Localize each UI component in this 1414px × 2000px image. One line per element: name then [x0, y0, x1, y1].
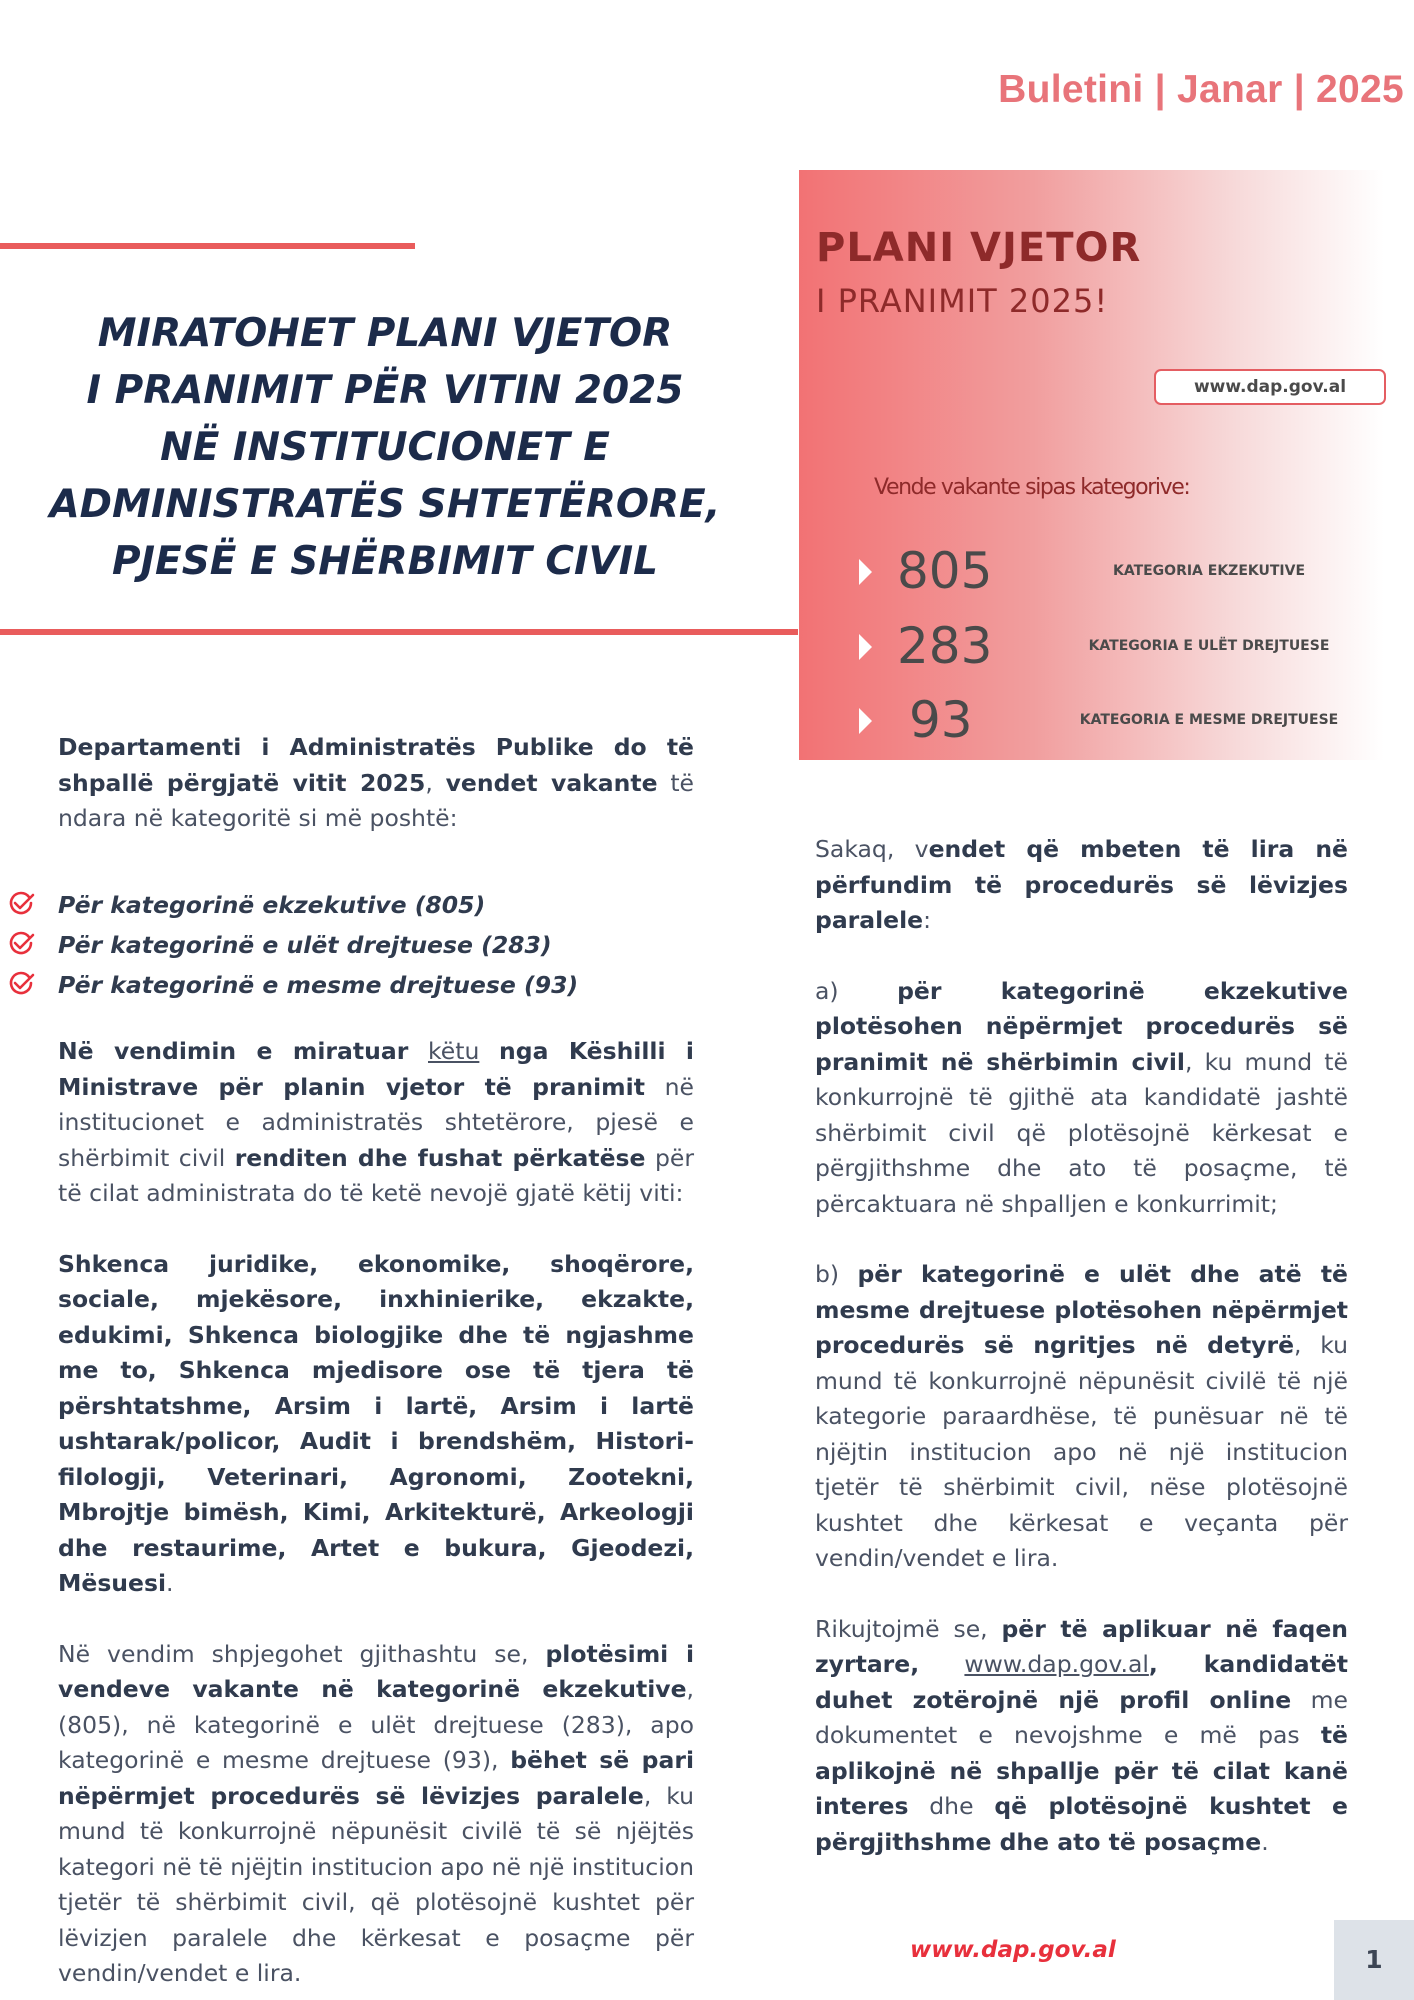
headline-line: PJESË E SHËRBIMIT CIVIL — [111, 539, 659, 584]
executive-category-paragraph: a) për kategorinë ekzekutive plotësohen nëpërmjet procedurës së pranimit në shërbimin civil, ku mund të konkurrojnë të gjithë ata kandidatë jashtë shërbimit civil që plotësojnë kërkesat e përgjithshme dhe ato të posaçme, të përcaktuara në shpalljen e konkurrimit; — [815, 976, 1348, 1218]
check-circle-icon — [8, 891, 36, 917]
dap-website-link[interactable]: www.dap.gov.al — [964, 1650, 1149, 1678]
left-column — [58, 730, 694, 837]
right-column — [815, 832, 1348, 1860]
bulletin-title: Buletini | Janar | 2025 — [998, 68, 1404, 111]
stat-row-low-management — [859, 616, 1379, 676]
decision-paragraph: Në vendimin e miratuar këtu nga Këshilli i Ministrave për planin vjetor të pranimit në institucionet e administratës shtetërore, pjesë e shërbimit civil renditen dhe fushat përkatëse për të cilat administrata do të ketë nevojë gjatë këtij viti: — [58, 1037, 694, 1207]
stat-label: KATEGORIA E ULËT DREJTUESE — [1088, 638, 1330, 654]
stat-label: KATEGORIA E MESME DREJTUESE — [1079, 712, 1339, 728]
application-paragraph: Rikujtojmë se, për të aplikuar në faqen zyrtare, www.dap.gov.al, kandidatët duhet zotërojnë një profil online me dokumentet e nevojshme e më pas të aplikojnë në shpallje për të cilat kanë interes dhe që plotësojnë kushtet e përgjithshme dhe ato të posaçme. — [815, 1614, 1348, 1856]
triangle-bullet-icon — [859, 559, 872, 585]
banner-url-button[interactable]: www.dap.gov.al — [1154, 369, 1386, 405]
headline-line: I PRANIMIT PËR VITIN 2025 — [86, 368, 684, 413]
category-checklist — [8, 885, 708, 1005]
page-number: 1 — [1334, 1920, 1414, 2000]
headline-line: MIRATOHET PLANI VJETOR — [97, 311, 673, 356]
headline-line: NË INSTITUCIONET E — [160, 425, 610, 470]
stat-label: KATEGORIA EKZEKUTIVE — [1112, 563, 1306, 579]
banner-subtitle: I PRANIMIT 2025! — [816, 282, 1109, 320]
left-column-body — [58, 1034, 694, 1992]
banner-vacancies-label: Vende vakante sipas kategorive: — [874, 475, 1190, 500]
list-item: Për kategorinë e ulët drejtuese (283) — [8, 925, 708, 965]
explanation-paragraph: Në vendim shpjegohet gjithashtu se, plotësimi i vendeve vakante në kategorinë ekzekutive, (805), në kategorinë e ulët drejtuese (283), apo kategorinë e mesme drejtuese (93), bëhet së pari nëpërmjet procedurës së lëvizjes paralele, ku mund të konkurrojnë nëpunësit civilë të së njëjtës kategori në të njëjtin institucion apo në një institucion tjetër të shërbimit civil, që plotësojnë kushtet për lëvizjen paralele dhe kërkesat e posaçme për vendin/vendet e lira. — [58, 1639, 695, 1987]
intro-paragraph: Departamenti i Administratës Publike do të shpallë përgjatë vitit 2025, vendet vakante të ndara në kategoritë si më poshtë: — [58, 733, 694, 832]
headline — [20, 305, 750, 590]
fields-paragraph: Shkenca juridike, ekonomike, shoqërore, sociale, mjekësore, inxhinierike, ekzakte, edukimi, Shkenca biologjike dhe të ngjashme me to, Shkenca mjedisore ose të tjera të përshtatshme, Arsim i lartë, Arsim i lartë ushtarak/policor, Audit i brendshëm, Histori-filologji, Veterinari, Agronomi, Zootekni, Mbrojtje bimësh, Kimi, Arkitekturë, Arkeologji dhe restaurime, Artet e bukura, Gjeodezi, Mësuesi. — [58, 1249, 694, 1597]
check-circle-icon — [8, 931, 36, 957]
remaining-vacancies-paragraph: Sakaq, vendet që mbeten të lira në përfundim të procedurës së lëvizjes paralele: — [815, 835, 1348, 934]
stat-row-middle-management — [859, 690, 1379, 750]
here-link[interactable]: këtu — [428, 1037, 480, 1065]
banner-title: PLANI VJETOR — [816, 225, 1142, 271]
stat-value: 805 — [897, 542, 993, 600]
triangle-bullet-icon — [859, 708, 872, 734]
headline-line: ADMINISTRATËS SHTETËRORE, — [49, 482, 721, 527]
stat-value: 283 — [897, 617, 993, 675]
triangle-bullet-icon — [859, 634, 872, 660]
list-item: Për kategorinë ekzekutive (805) — [8, 885, 708, 925]
stat-row-executive — [859, 541, 1379, 601]
stat-value: 93 — [909, 691, 973, 749]
check-circle-icon — [8, 971, 36, 997]
list-item: Për kategorinë e mesme drejtuese (93) — [8, 965, 708, 1005]
management-category-paragraph: b) për kategorinë e ulët dhe atë të mesme drejtuese plotësohen nëpërmjet procedurës së ngritjes në detyrë, ku mund të konkurrojnë nëpunësit civilë të një kategorie paraardhëse, të punësuar në të njëjtin institucion apo në një institucion tjetër të shërbimit civil, nëse plotësojnë kushtet dhe kërkesat e veçanta për vendin/vendet e lira. — [815, 1260, 1348, 1572]
footer-url-link[interactable]: www.dap.gov.al — [910, 1937, 1116, 1963]
annual-plan-banner — [799, 170, 1384, 760]
accent-line-bottom — [0, 629, 798, 635]
accent-line-top — [0, 243, 415, 249]
